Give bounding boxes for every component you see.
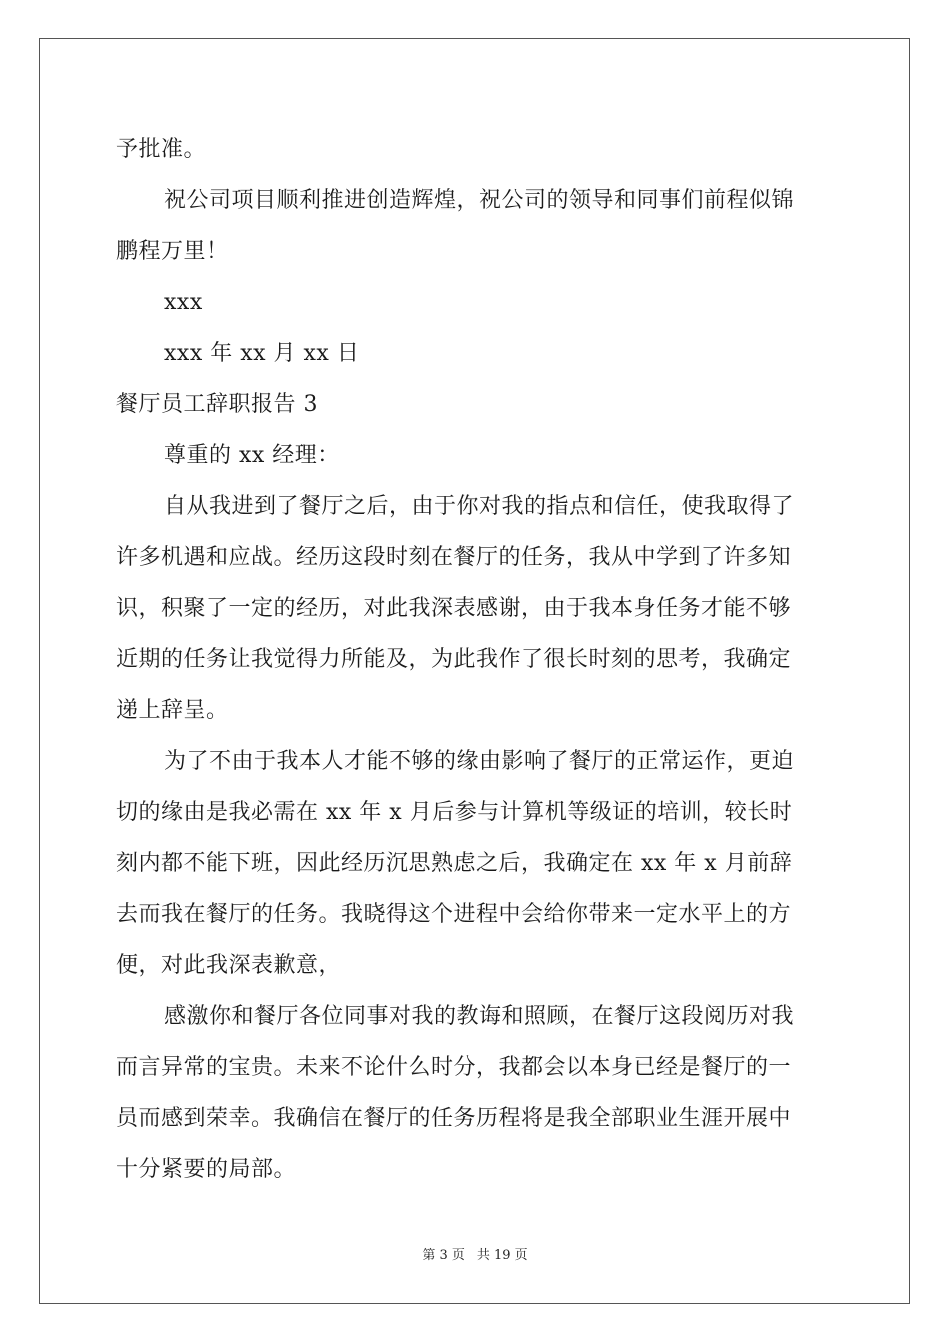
signature-date: xxx 年 xx 月 xx 日: [164, 341, 360, 366]
text-line-20: 员而感到荣幸。我确信在餐厅的任务历程将是我全部职业生涯开展中: [116, 1106, 792, 1131]
text-line-21: 十分紧要的局部。: [116, 1157, 297, 1182]
text-line-13: 为了不由于我本人才能不够的缘由影响了餐厅的正常运作，更迫: [164, 749, 795, 774]
text-line-14: 切的缘由是我必需在 xx 年 x 月后参与计算机等级证的培训，较长时: [116, 800, 793, 825]
text-line-3: 鹏程万里！: [116, 239, 229, 264]
page-number: 第 3 页: [422, 1248, 465, 1263]
signature-name: xxx: [164, 290, 203, 315]
page-total: 共 19 页: [476, 1248, 528, 1263]
text-line-1: 予批准。: [116, 137, 207, 162]
text-line-9: 许多机遇和应战。经历这段时刻在餐厅的任务，我从中学到了许多知: [116, 545, 792, 570]
text-line-8: 自从我进到了餐厅之后，由于你对我的指点和信任，使我取得了: [164, 494, 795, 519]
text-line-12: 递上辞呈。: [116, 698, 229, 723]
text-line-2: 祝公司项目顺利推进创造辉煌，祝公司的领导和同事们前程似锦: [164, 188, 795, 213]
text-line-15: 刻内都不能下班，因此经历沉思熟虑之后，我确定在 xx 年 x 月前辞: [116, 851, 793, 876]
text-line-11: 近期的任务让我觉得力所能及，为此我作了很长时刻的思考，我确定: [116, 647, 792, 672]
page-footer: [0, 1244, 950, 1263]
text-line-17: 便，对此我深表歉意，: [116, 953, 342, 978]
section-title: 餐厅员工辞职报告 3: [116, 392, 318, 417]
salutation: 尊重的 xx 经理：: [164, 443, 340, 468]
text-line-16: 去而我在餐厅的任务。我晓得这个进程中会给你带来一定水平上的方: [116, 902, 792, 927]
text-line-19: 而言异常的宝贵。未来不论什么时分，我都会以本身已经是餐厅的一: [116, 1055, 792, 1080]
text-line-18: 感激你和餐厅各位同事对我的教诲和照顾，在餐厅这段阅历对我: [164, 1004, 795, 1029]
text-line-10: 识，积聚了一定的经历，对此我深表感谢，由于我本身任务才能不够: [116, 596, 792, 621]
document-body: [116, 124, 836, 1195]
